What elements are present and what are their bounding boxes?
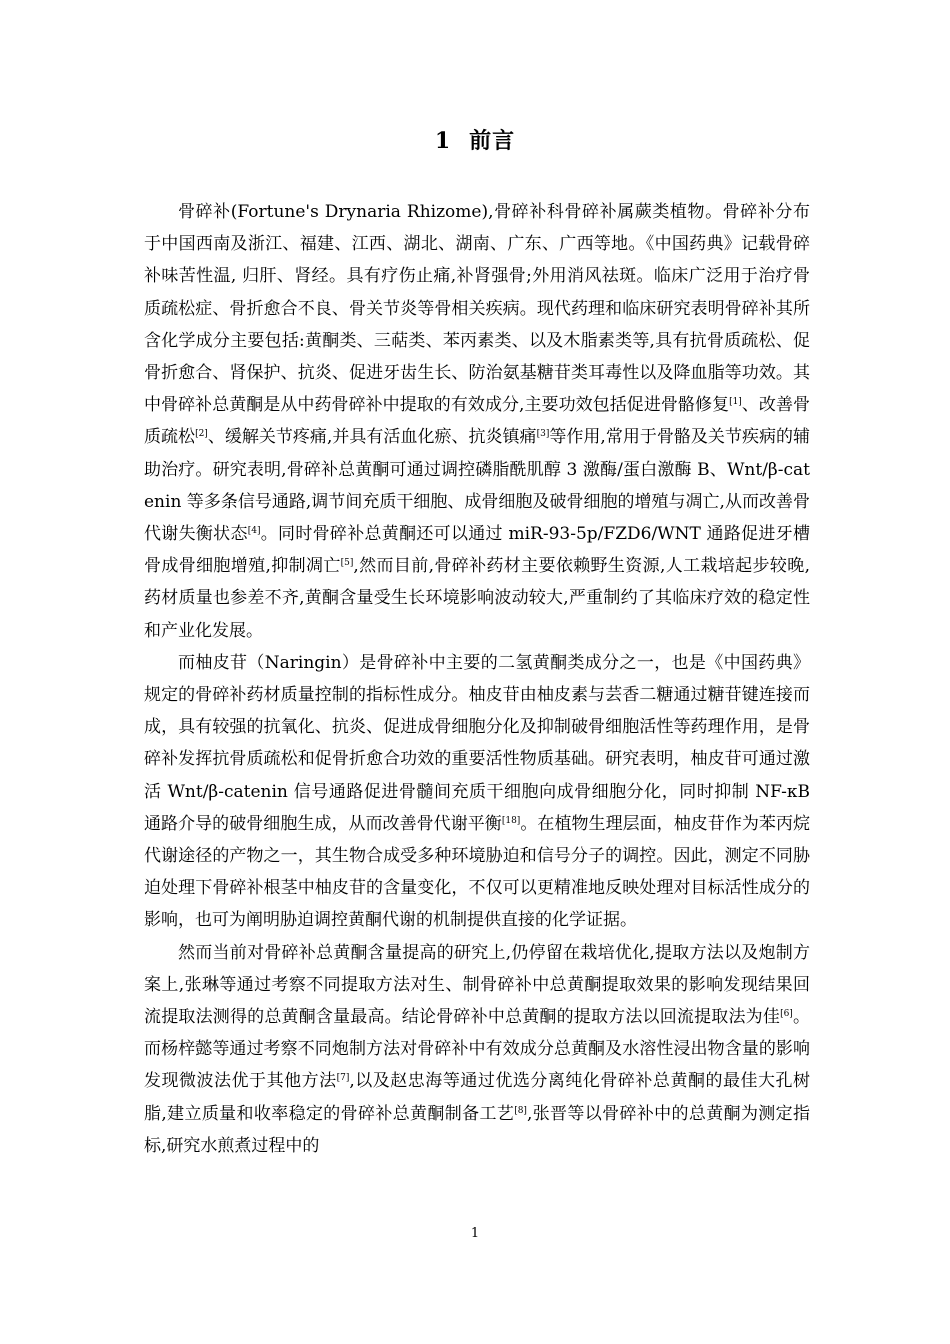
citation-ref: [4] <box>247 526 261 537</box>
citation-ref: [5] <box>340 558 354 569</box>
paragraph <box>144 196 810 647</box>
paragraph-text: 等作用,常用于骨骼及关节疾病的辅助治疗。研究表明,骨碎补总黄酮可通过调控磷脂酰肌醇 3 激酶/蛋白激酶 B、Wnt/β-catenin 等多条信号通路,调节间充质干细胞、成骨细胞及破骨细胞的增殖与凋亡,从而改善骨代谢失衡状态 <box>144 427 811 545</box>
body-text <box>144 196 810 1162</box>
paragraph-text: 。同时骨碎补总黄酮还可以通过 miR-93-5p/FZD6/WNT 通路促进牙槽骨成骨细胞增殖,抑制凋亡 <box>144 524 810 577</box>
paragraph-text: ,张晋等以骨碎补中的总黄酮为测定指标,研究水煎煮过程中的 <box>144 1103 810 1156</box>
citation-ref: [8] <box>514 1105 527 1116</box>
paragraph-text: 、改善骨质疏松 <box>144 395 811 448</box>
citation-ref: [7] <box>336 1073 350 1084</box>
paragraph-text: 。在植物生理层面，柚皮苷作为苯丙烷代谢途径的产物之一，其生物合成受多种环境胁迫和信号分子的调控。因此，测定不同胁迫处理下骨碎补根茎中柚皮苷的含量变化，不仅可以更精准地反映处理对目标活性成分的影响，也可为阐明胁迫调控黄酮代谢的机制提供直接的化学证据。 <box>144 813 811 931</box>
paragraph-text: 而柚皮苷（Naringin）是骨碎补中主要的二氢黄酮类成分之一，也是《中国药典》规定的骨碎补药材质量控制的指标性成分。柚皮苷由柚皮素与芸香二糖通过糖苷键连接而成，具有较强的抗氧化、抗炎、促进成骨细胞分化及抑制破骨细胞活性等药理作用，是骨碎补发挥抗骨质疏松和促骨折愈合功效的重要活性物质基础。研究表明，柚皮苷可通过激活 Wnt/β-catenin 信号通路促进骨髓间充质干细胞向成骨细胞分化，同时抑制 NF-κB 通路介导的破骨细胞生成，从而改善骨代谢平衡 <box>144 652 810 834</box>
paragraph-text: 、缓解关节疼痛,并具有活血化瘀、抗炎镇痛 <box>207 427 537 448</box>
section-number: 1 <box>434 128 452 154</box>
paragraph-text: ,然而目前,骨碎补药材主要依赖野生资源,人工栽培起步较晚,药材质量也参差不齐,黄酮含量受生长环境影响波动较大,严重制约了其临床疗效的稳定性和产业化发展。 <box>144 556 810 641</box>
paragraph <box>144 937 810 1162</box>
section-title: 前言 <box>469 128 516 154</box>
paragraph-text: 然而当前对骨碎补总黄酮含量提高的研究上,仍停留在栽培优化,提取方法以及炮制方案上,张琳等通过考察不同提取方法对生、制骨碎补中总黄酮提取效果的影响发现结果回流提取法测得的总黄酮含量最高。结论骨碎补中总黄酮的提取方法以回流提取法为佳 <box>144 942 810 1028</box>
paragraph-text: ,以及赵忠海等通过优选分离纯化骨碎补总黄酮的最佳大孔树脂,建立质量和收率稳定的骨碎补总黄酮制备工艺 <box>144 1071 811 1124</box>
citation-ref: [2] <box>195 429 208 440</box>
paragraph-text: 。而杨梓懿等通过考察不同炮制方法对骨碎补中有效成分总黄酮及水溶性浸出物含量的影响发现微波法优于其他方法 <box>144 1007 811 1092</box>
citation-ref: [3] <box>536 429 550 440</box>
citation-ref: [1] <box>729 397 742 408</box>
citation-ref: [18] <box>501 815 521 826</box>
paragraph <box>144 647 810 937</box>
section-heading <box>0 124 950 155</box>
paragraph-text: 骨碎补(Fortune's Drynaria Rhizome),骨碎补科骨碎补属蕨类植物。骨碎补分布于中国西南及浙江、福建、江西、湖北、湖南、广东、广西等地。《中国药典》记载骨碎补味苦性温, 归肝、肾经。具有疗伤止痛,补肾强骨;外用消风祛斑。临床广泛用于治疗骨质疏松症、骨折愈合不良、骨关节炎等骨相关疾病。现代药理和临床研究表明骨碎补其所含化学成分主要包括:黄酮类、三萜类、苯丙素类、以及木脂素类等,具有抗骨质疏松、促骨折愈合、肾保护、抗炎、促进牙齿生长、防治氨基糖苷类耳毒性以及降血脂等功效。其中骨碎补总黄酮是从中药骨碎补中提取的有效成分,主要功效包括促进骨骼修复 <box>144 202 810 416</box>
page-number: 1 <box>470 1226 480 1241</box>
citation-ref: [6] <box>780 1009 793 1020</box>
